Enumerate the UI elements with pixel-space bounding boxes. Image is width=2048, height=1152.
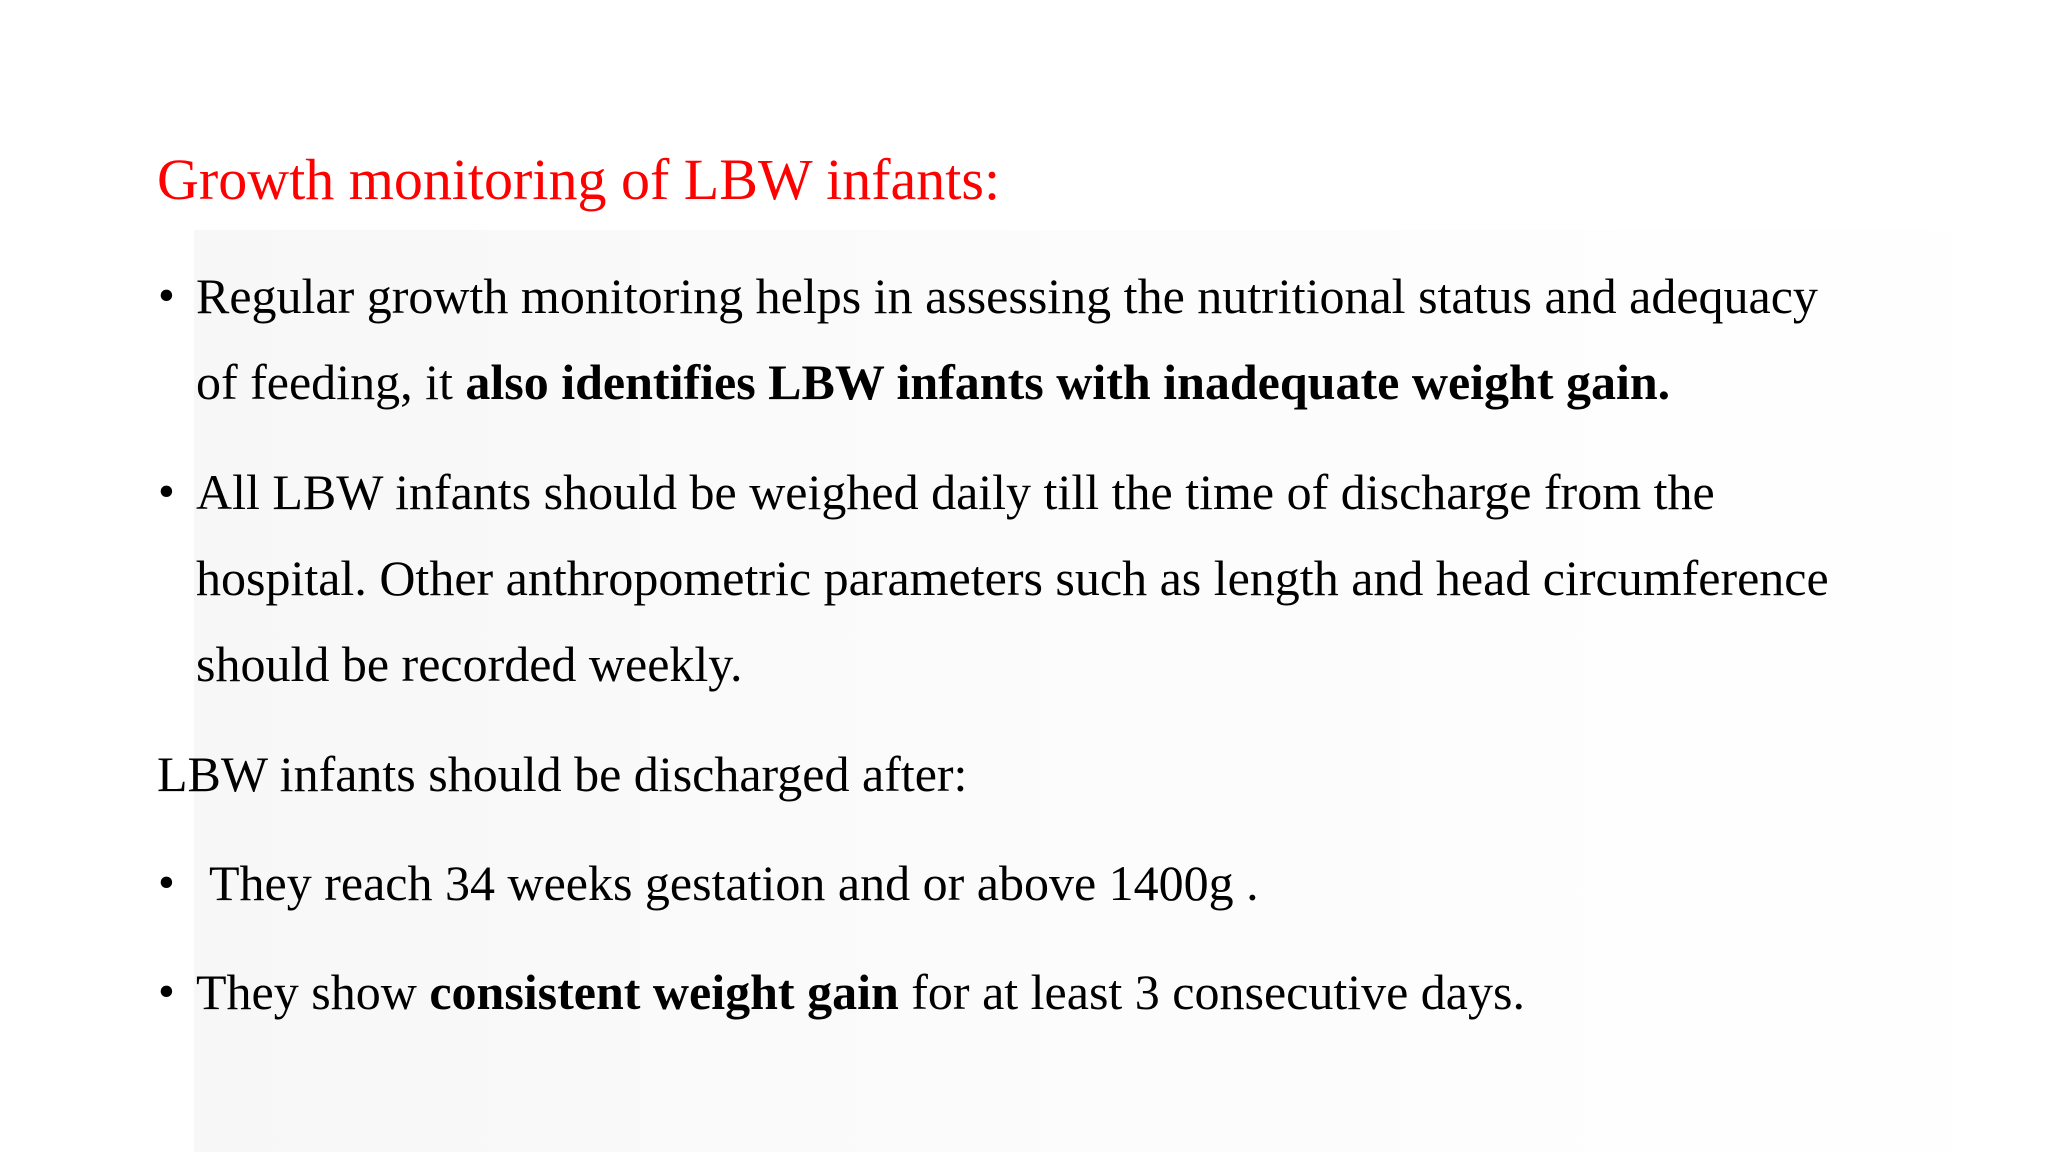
bullet-2-line-3: should be recorded weekly. — [196, 636, 743, 692]
bullet-3-text: They reach 34 weeks gestation and or above 1400g . — [209, 855, 1259, 911]
bullet-1-bold-text: also identifies LBW infants with inadequate weight gain. — [465, 354, 1671, 410]
bullet-2-line-2: hospital. Other anthropometric parameters such as length and head circumference — [196, 550, 1829, 606]
bullet-1-line-2 — [196, 352, 1670, 412]
bullet-4-bold-text: consistent weight gain — [429, 964, 899, 1020]
bullet-2-line-1: All LBW infants should be weighed daily till the time of discharge from the — [196, 464, 1715, 520]
bullet-icon: • — [158, 269, 175, 322]
bullet-1-line-1: Regular growth monitoring helps in assessing the nutritional status and adequacy — [196, 268, 1818, 324]
bullet-icon: • — [158, 965, 175, 1018]
slide-title: Growth monitoring of LBW infants: — [157, 147, 1001, 212]
bullet-4-prefix: They show — [196, 964, 430, 1020]
discharge-heading: LBW infants should be discharged after: — [157, 746, 968, 802]
bullet-icon: • — [158, 465, 175, 518]
bullet-icon: • — [158, 856, 175, 909]
bullet-1-line-2-text: of feeding, it — [196, 354, 466, 410]
bullet-4-line — [196, 962, 1525, 1022]
bullet-4-suffix: for at least 3 consecutive days. — [898, 964, 1525, 1020]
